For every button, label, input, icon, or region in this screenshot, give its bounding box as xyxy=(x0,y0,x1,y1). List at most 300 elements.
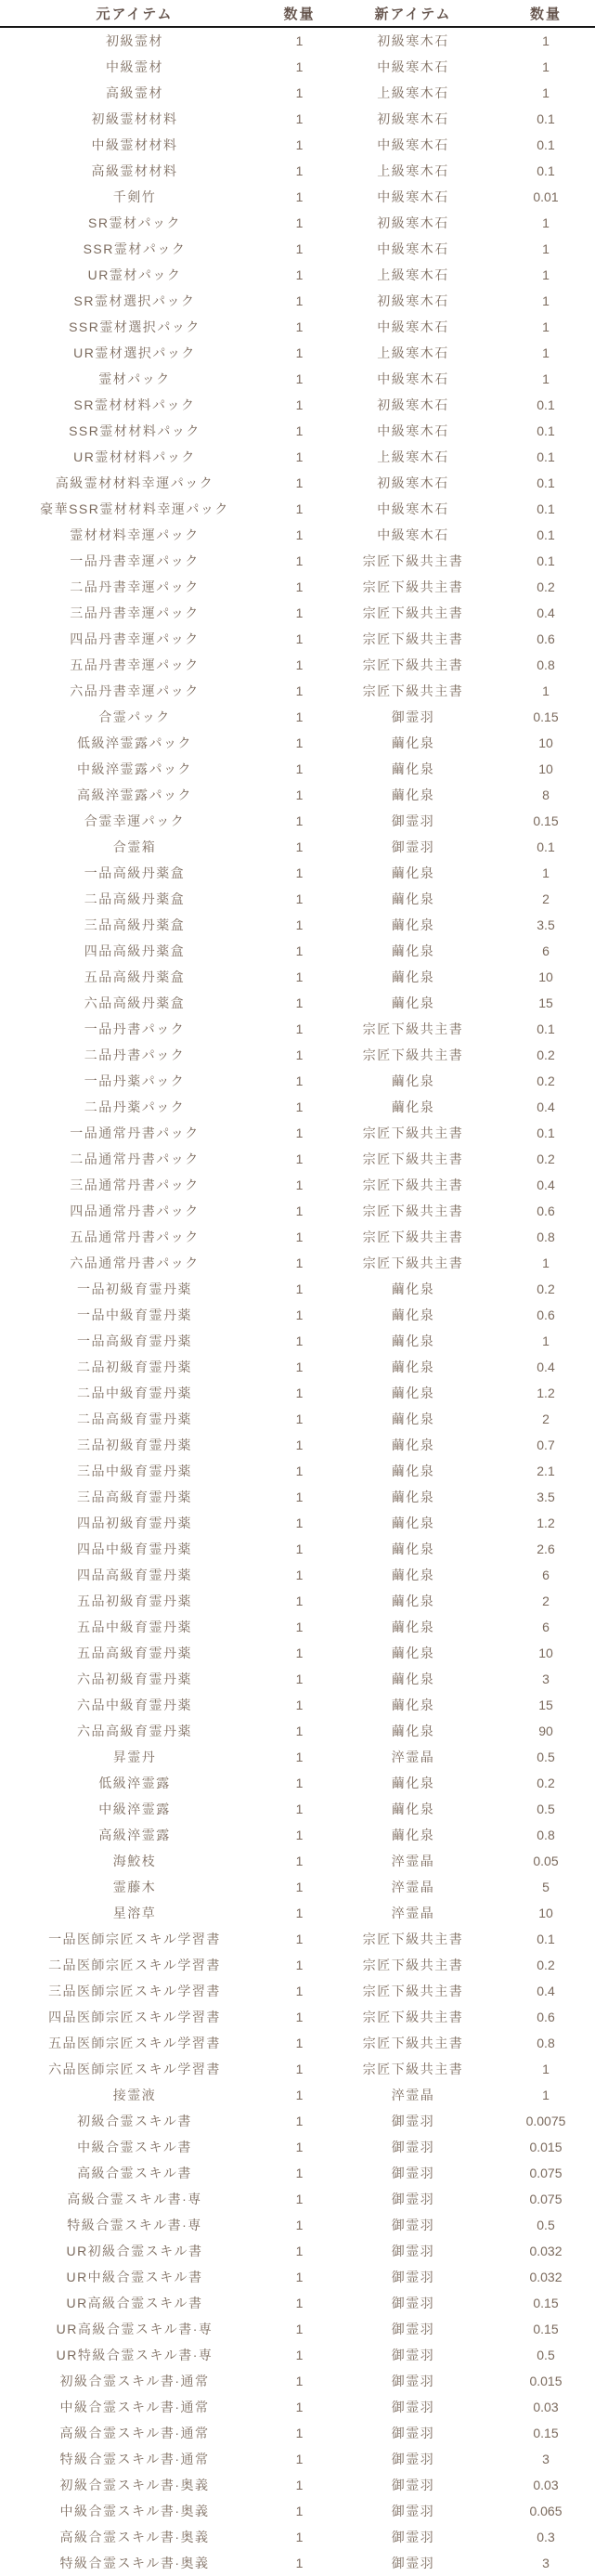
new-qty-cell: 0.1 xyxy=(537,163,555,178)
table-row xyxy=(0,2082,595,2108)
source-qty-cell: 1 xyxy=(295,2166,304,2180)
new-qty-cell: 0.1 xyxy=(537,397,555,412)
source-item-cell: 初級合霊スキル書·奥義 xyxy=(59,2478,210,2492)
source-qty-cell: 1 xyxy=(295,475,304,490)
source-item-cell: 霊材材料幸運パック xyxy=(70,527,200,542)
new-item-cell: 繭化泉 xyxy=(391,1516,435,1530)
source-item-cell: 中級淬霊露 xyxy=(98,1802,171,1816)
new-qty-cell: 1 xyxy=(542,2088,550,2102)
new-qty-cell: 1 xyxy=(542,267,550,282)
new-item-cell: 淬霊晶 xyxy=(391,1906,435,1920)
new-item-cell: 御霊羽 xyxy=(391,839,435,854)
new-item-cell: 御霊羽 xyxy=(391,2244,435,2258)
source-qty-cell: 1 xyxy=(295,2218,304,2232)
new-item-cell: 宗匠下級共主書 xyxy=(362,657,464,672)
table-row xyxy=(0,470,595,496)
new-item-cell: 宗匠下級共主書 xyxy=(362,1203,464,1218)
new-item-cell: 上級寒木石 xyxy=(377,163,449,178)
new-item-cell: 繭化泉 xyxy=(391,995,435,1010)
new-item-cell: 御霊羽 xyxy=(391,2400,435,2414)
new-qty-cell: 0.1 xyxy=(537,475,555,490)
table-row xyxy=(0,1094,595,1120)
source-qty-cell: 1 xyxy=(295,865,304,880)
table-row xyxy=(0,1900,595,1926)
column-header-source-item: 元アイテム xyxy=(0,0,269,27)
source-qty-cell: 1 xyxy=(295,449,304,464)
new-qty-cell: 0.032 xyxy=(529,2244,563,2258)
new-item-cell: 繭化泉 xyxy=(391,1672,435,1686)
new-qty-cell: 0.015 xyxy=(529,2374,563,2388)
table-row xyxy=(0,574,595,600)
source-qty-cell: 1 xyxy=(295,2478,304,2492)
source-item-cell: 一品丹書幸運パック xyxy=(70,553,200,568)
new-item-cell: 繭化泉 xyxy=(391,1724,435,1738)
new-item-cell: 繭化泉 xyxy=(391,1412,435,1426)
new-item-cell: 御霊羽 xyxy=(391,2322,435,2336)
source-item-cell: 二品通常丹書パック xyxy=(70,1151,200,1166)
new-item-cell: 初級寒木石 xyxy=(377,215,449,230)
source-item-cell: 中級合霊スキル書 xyxy=(77,2140,192,2154)
table-row xyxy=(0,418,595,444)
source-item-cell: 星溶草 xyxy=(112,1906,157,1920)
source-qty-cell: 1 xyxy=(295,1021,304,1036)
new-qty-cell: 1 xyxy=(542,865,550,880)
table-row xyxy=(0,1588,595,1614)
table-row xyxy=(0,54,595,80)
table-row xyxy=(0,1302,595,1328)
table-row xyxy=(0,834,595,860)
source-qty-cell: 1 xyxy=(295,371,304,386)
table-row xyxy=(0,366,595,392)
new-item-cell: 御霊羽 xyxy=(391,2114,435,2128)
table-row xyxy=(0,1198,595,1224)
source-item-cell: SSR霊材材料パック xyxy=(69,423,200,438)
new-qty-cell: 0.15 xyxy=(533,2322,559,2336)
table-row xyxy=(0,132,595,158)
source-qty-cell: 1 xyxy=(295,1750,304,1764)
table-row xyxy=(0,1172,595,1198)
table-row xyxy=(0,1978,595,2004)
source-item-cell: 高級霊材材料 xyxy=(91,163,178,178)
new-qty-cell: 0.5 xyxy=(537,2218,555,2232)
source-qty-cell: 1 xyxy=(295,397,304,412)
source-qty-cell: 1 xyxy=(295,319,304,334)
new-qty-cell: 0.15 xyxy=(533,2296,559,2310)
source-qty-cell: 1 xyxy=(295,683,304,698)
new-item-cell: 御霊羽 xyxy=(391,2426,435,2440)
source-qty-cell: 1 xyxy=(295,2296,304,2310)
new-qty-cell: 0.0075 xyxy=(525,2114,566,2128)
new-qty-cell: 2 xyxy=(542,1594,550,1608)
new-item-cell: 宗匠下級共主書 xyxy=(362,1151,464,1166)
source-item-cell: 中級合霊スキル書·奥義 xyxy=(59,2504,210,2518)
table-row xyxy=(0,2498,595,2524)
new-qty-cell: 1 xyxy=(542,241,550,256)
source-qty-cell: 1 xyxy=(295,501,304,516)
new-item-cell: 中級寒木石 xyxy=(377,319,449,334)
source-qty-cell: 1 xyxy=(295,2348,304,2362)
new-qty-cell: 10 xyxy=(538,735,553,750)
new-item-cell: 淬霊晶 xyxy=(391,2088,435,2102)
source-qty-cell: 1 xyxy=(295,1620,304,1634)
new-item-cell: 上級寒木石 xyxy=(377,345,449,360)
new-qty-cell: 1.2 xyxy=(537,1516,555,1530)
new-item-cell: 中級寒木石 xyxy=(377,501,449,516)
new-item-cell: 繭化泉 xyxy=(391,761,435,776)
new-item-cell: 繭化泉 xyxy=(391,1802,435,1816)
new-item-cell: 宗匠下級共主書 xyxy=(362,1229,464,1244)
table-row xyxy=(0,314,595,340)
source-item-cell: 千剣竹 xyxy=(112,189,157,204)
new-qty-cell: 0.1 xyxy=(537,449,555,464)
source-qty-cell: 1 xyxy=(295,2452,304,2466)
source-item-cell: 五品中級育霊丹薬 xyxy=(77,1620,192,1634)
source-qty-cell: 1 xyxy=(295,1542,304,1556)
source-qty-cell: 1 xyxy=(295,1099,304,1114)
table-row xyxy=(0,1874,595,1900)
new-qty-cell: 0.03 xyxy=(533,2400,559,2414)
table-row xyxy=(0,236,595,262)
new-item-cell: 淬霊晶 xyxy=(391,1880,435,1894)
table-row xyxy=(0,2290,595,2316)
source-qty-cell: 1 xyxy=(295,1724,304,1738)
new-item-cell: 御霊羽 xyxy=(391,2270,435,2284)
source-item-cell: 六品通常丹書パック xyxy=(70,1255,200,1270)
table-row xyxy=(0,2446,595,2472)
source-item-cell: 四品中級育霊丹薬 xyxy=(77,1542,192,1556)
source-item-cell: 五品高級丹薬盒 xyxy=(84,969,186,984)
table-row xyxy=(0,2030,595,2056)
table-body xyxy=(0,27,595,2576)
table-row xyxy=(0,1692,595,1718)
source-item-cell: 三品高級育霊丹薬 xyxy=(77,1490,192,1504)
source-qty-cell: 1 xyxy=(295,1281,304,1296)
table-row xyxy=(0,1562,595,1588)
new-qty-cell: 0.8 xyxy=(537,1229,555,1244)
source-qty-cell: 1 xyxy=(295,631,304,646)
source-qty-cell: 1 xyxy=(295,85,304,100)
source-qty-cell: 1 xyxy=(295,605,304,620)
table-row xyxy=(0,964,595,990)
new-item-cell: 繭化泉 xyxy=(391,1360,435,1374)
source-item-cell: 中級霊材 xyxy=(106,59,163,74)
table-row xyxy=(0,2368,595,2394)
new-qty-cell: 15 xyxy=(538,1698,553,1712)
new-qty-cell: 0.2 xyxy=(537,1776,555,1790)
new-qty-cell: 0.1 xyxy=(537,1021,555,1036)
table-row xyxy=(0,1328,595,1354)
source-item-cell: 特級合霊スキル書·奥義 xyxy=(59,2556,210,2570)
new-item-cell: 宗匠下級共主書 xyxy=(362,1984,464,1998)
source-item-cell: 一品中級育霊丹薬 xyxy=(77,1308,192,1322)
source-qty-cell: 1 xyxy=(295,2400,304,2414)
table-row xyxy=(0,1068,595,1094)
source-qty-cell: 1 xyxy=(295,917,304,932)
new-qty-cell: 0.5 xyxy=(537,1750,555,1764)
source-qty-cell: 1 xyxy=(295,2036,304,2050)
new-item-cell: 御霊羽 xyxy=(391,2348,435,2362)
source-qty-cell: 1 xyxy=(295,1646,304,1660)
table-row xyxy=(0,1614,595,1640)
source-item-cell: 一品丹薬パック xyxy=(84,1073,186,1088)
table-row xyxy=(0,1926,595,1952)
new-item-cell: 宗匠下級共主書 xyxy=(362,579,464,594)
new-qty-cell: 0.075 xyxy=(529,2166,563,2180)
source-qty-cell: 1 xyxy=(295,1386,304,1400)
new-item-cell: 宗匠下級共主書 xyxy=(362,553,464,568)
new-item-cell: 上級寒木石 xyxy=(377,449,449,464)
new-qty-cell: 2.1 xyxy=(537,1464,555,1478)
new-qty-cell: 1 xyxy=(542,371,550,386)
new-qty-cell: 0.4 xyxy=(537,1099,555,1114)
source-item-cell: UR霊材選択パック xyxy=(73,345,196,360)
new-qty-cell: 3 xyxy=(542,2556,550,2570)
new-item-cell: 御霊羽 xyxy=(391,2452,435,2466)
new-item-cell: 御霊羽 xyxy=(391,813,435,828)
new-qty-cell: 0.01 xyxy=(533,189,559,204)
source-item-cell: 低級淬霊露パック xyxy=(77,735,192,750)
source-item-cell: 六品丹書幸運パック xyxy=(70,683,200,698)
source-item-cell: SSR霊材選択パック xyxy=(69,319,200,334)
source-item-cell: SR霊材材料パック xyxy=(73,397,196,412)
source-item-cell: 二品高級育霊丹薬 xyxy=(77,1412,192,1426)
new-item-cell: 繭化泉 xyxy=(391,1281,435,1296)
source-qty-cell: 1 xyxy=(295,1255,304,1270)
table-row xyxy=(0,1146,595,1172)
new-qty-cell: 1 xyxy=(542,2062,550,2076)
new-item-cell: 宗匠下級共主書 xyxy=(362,631,464,646)
table-row xyxy=(0,2264,595,2290)
new-item-cell: 繭化泉 xyxy=(391,1438,435,1452)
new-item-cell: 御霊羽 xyxy=(391,709,435,724)
new-qty-cell: 0.6 xyxy=(537,1308,555,1322)
table-row xyxy=(0,1354,595,1380)
source-item-cell: UR霊材材料パック xyxy=(73,449,196,464)
source-item-cell: 接霊液 xyxy=(112,2088,157,2102)
source-qty-cell: 1 xyxy=(295,267,304,282)
table-row xyxy=(0,1120,595,1146)
source-qty-cell: 1 xyxy=(295,2426,304,2440)
table-row xyxy=(0,600,595,626)
source-item-cell: 低級淬霊露 xyxy=(98,1776,171,1790)
table-row xyxy=(0,1536,595,1562)
table-row xyxy=(0,288,595,314)
new-item-cell: 御霊羽 xyxy=(391,2504,435,2518)
new-qty-cell: 2.6 xyxy=(537,1542,555,1556)
new-qty-cell: 3.5 xyxy=(537,917,555,932)
new-qty-cell: 0.7 xyxy=(537,1438,555,1452)
column-header-new-item: 新アイテム xyxy=(330,0,497,27)
new-item-cell: 繭化泉 xyxy=(391,735,435,750)
source-item-cell: 三品丹書幸運パック xyxy=(70,605,200,620)
new-qty-cell: 0.6 xyxy=(537,631,555,646)
table-row xyxy=(0,1718,595,1744)
source-item-cell: 高級合霊スキル書·奥義 xyxy=(59,2530,210,2544)
new-qty-cell: 0.1 xyxy=(537,1932,555,1946)
new-qty-cell: 0.075 xyxy=(529,2192,563,2206)
source-item-cell: 五品高級育霊丹薬 xyxy=(77,1646,192,1660)
source-qty-cell: 1 xyxy=(295,2010,304,2024)
source-item-cell: 一品高級丹薬盒 xyxy=(84,865,186,880)
table-row xyxy=(0,2186,595,2212)
source-qty-cell: 1 xyxy=(295,527,304,542)
source-item-cell: 六品高級丹薬盒 xyxy=(84,995,186,1010)
source-qty-cell: 1 xyxy=(295,1073,304,1088)
source-qty-cell: 1 xyxy=(295,943,304,958)
source-item-cell: 特級合霊スキル書·専 xyxy=(67,2218,202,2232)
source-qty-cell: 1 xyxy=(295,1203,304,1218)
new-qty-cell: 3 xyxy=(542,2452,550,2466)
new-item-cell: 中級寒木石 xyxy=(377,371,449,386)
source-qty-cell: 1 xyxy=(295,969,304,984)
table-row xyxy=(0,678,595,704)
source-qty-cell: 1 xyxy=(295,891,304,906)
source-qty-cell: 1 xyxy=(295,215,304,230)
table-row xyxy=(0,2212,595,2238)
source-qty-cell: 1 xyxy=(295,1594,304,1608)
table-row xyxy=(0,80,595,106)
new-item-cell: 繭化泉 xyxy=(391,1464,435,1478)
new-qty-cell: 0.8 xyxy=(537,2036,555,2050)
table-row xyxy=(0,912,595,938)
source-qty-cell: 1 xyxy=(295,1047,304,1062)
source-qty-cell: 1 xyxy=(295,2374,304,2388)
new-item-cell: 上級寒木石 xyxy=(377,85,449,100)
source-item-cell: 中級淬霊露パック xyxy=(77,761,192,776)
table-row xyxy=(0,2134,595,2160)
source-item-cell: 五品丹書幸運パック xyxy=(70,657,200,672)
new-item-cell: 淬霊晶 xyxy=(391,1854,435,1868)
table-header xyxy=(0,0,595,27)
new-qty-cell: 8 xyxy=(542,787,550,802)
new-qty-cell: 2 xyxy=(542,1412,550,1426)
source-qty-cell: 1 xyxy=(295,1958,304,1972)
table-row xyxy=(0,1432,595,1458)
source-qty-cell: 1 xyxy=(295,2556,304,2570)
new-item-cell: 繭化泉 xyxy=(391,1594,435,1608)
source-qty-cell: 1 xyxy=(295,1672,304,1686)
source-qty-cell: 1 xyxy=(295,189,304,204)
new-qty-cell: 0.5 xyxy=(537,1802,555,1816)
source-qty-cell: 1 xyxy=(295,1932,304,1946)
source-qty-cell: 1 xyxy=(295,1984,304,1998)
source-item-cell: 一品初級育霊丹薬 xyxy=(77,1281,192,1296)
table-row xyxy=(0,704,595,730)
source-qty-cell: 1 xyxy=(295,1698,304,1712)
new-qty-cell: 1 xyxy=(542,1255,550,1270)
new-qty-cell: 10 xyxy=(538,1646,553,1660)
source-item-cell: UR特級合霊スキル書·専 xyxy=(56,2348,213,2362)
new-item-cell: 中級寒木石 xyxy=(377,189,449,204)
source-item-cell: 六品医師宗匠スキル学習書 xyxy=(48,2062,221,2076)
source-item-cell: 高級合霊スキル書·通常 xyxy=(59,2426,210,2440)
new-qty-cell: 0.032 xyxy=(529,2270,563,2284)
source-item-cell: 初級合霊スキル書·通常 xyxy=(59,2374,210,2388)
source-qty-cell: 1 xyxy=(295,1360,304,1374)
new-qty-cell: 0.6 xyxy=(537,2010,555,2024)
table-row xyxy=(0,1744,595,1770)
table-row xyxy=(0,496,595,522)
table-row xyxy=(0,1796,595,1822)
new-item-cell: 宗匠下級共主書 xyxy=(362,1021,464,1036)
new-item-cell: 宗匠下級共主書 xyxy=(362,2062,464,2076)
table-row xyxy=(0,2238,595,2264)
new-item-cell: 御霊羽 xyxy=(391,2556,435,2570)
new-qty-cell: 0.05 xyxy=(533,1854,559,1868)
new-qty-cell: 1 xyxy=(542,683,550,698)
new-item-cell: 繭化泉 xyxy=(391,1828,435,1842)
new-item-cell: 繭化泉 xyxy=(391,1099,435,1114)
new-qty-cell: 10 xyxy=(538,969,553,984)
new-item-cell: 初級寒木石 xyxy=(377,397,449,412)
source-item-cell: 六品初級育霊丹薬 xyxy=(77,1672,192,1686)
new-qty-cell: 3.5 xyxy=(537,1490,555,1504)
new-qty-cell: 0.4 xyxy=(537,1360,555,1374)
table-row xyxy=(0,1016,595,1042)
source-qty-cell: 1 xyxy=(295,2140,304,2154)
new-qty-cell: 1 xyxy=(542,33,550,48)
source-qty-cell: 1 xyxy=(295,163,304,178)
source-qty-cell: 1 xyxy=(295,2270,304,2284)
source-qty-cell: 1 xyxy=(295,709,304,724)
table-row xyxy=(0,938,595,964)
new-qty-cell: 2 xyxy=(542,891,550,906)
source-item-cell: 五品医師宗匠スキル学習書 xyxy=(48,2036,221,2050)
table-row xyxy=(0,1952,595,1978)
new-item-cell: 繭化泉 xyxy=(391,1620,435,1634)
new-qty-cell: 0.15 xyxy=(533,2426,559,2440)
source-item-cell: 初級合霊スキル書 xyxy=(77,2114,192,2128)
source-qty-cell: 1 xyxy=(295,1125,304,1140)
table-row xyxy=(0,886,595,912)
new-item-cell: 繭化泉 xyxy=(391,969,435,984)
source-qty-cell: 1 xyxy=(295,1412,304,1426)
new-item-cell: 御霊羽 xyxy=(391,2296,435,2310)
table-row xyxy=(0,782,595,808)
new-item-cell: 繭化泉 xyxy=(391,1073,435,1088)
source-qty-cell: 1 xyxy=(295,293,304,308)
new-qty-cell: 6 xyxy=(542,1620,550,1634)
new-item-cell: 繭化泉 xyxy=(391,1308,435,1322)
new-qty-cell: 0.4 xyxy=(537,1177,555,1192)
new-qty-cell: 1 xyxy=(542,215,550,230)
source-qty-cell: 1 xyxy=(295,1464,304,1478)
source-item-cell: 霊藤木 xyxy=(112,1880,157,1894)
new-qty-cell: 0.1 xyxy=(537,1125,555,1140)
table-row xyxy=(0,1224,595,1250)
source-item-cell: 特級合霊スキル書·通常 xyxy=(59,2452,210,2466)
new-item-cell: 御霊羽 xyxy=(391,2166,435,2180)
new-item-cell: 宗匠下級共主書 xyxy=(362,1177,464,1192)
table-row xyxy=(0,1640,595,1666)
new-qty-cell: 1 xyxy=(542,345,550,360)
source-qty-cell: 1 xyxy=(295,1490,304,1504)
source-qty-cell: 1 xyxy=(295,423,304,438)
new-qty-cell: 6 xyxy=(542,1568,550,1582)
table-row xyxy=(0,1250,595,1276)
column-header-new-qty: 数量 xyxy=(497,0,595,27)
new-qty-cell: 0.03 xyxy=(533,2478,559,2492)
table-row xyxy=(0,990,595,1016)
table-row xyxy=(0,2004,595,2030)
source-item-cell: 五品通常丹書パック xyxy=(70,1229,200,1244)
table-row xyxy=(0,808,595,834)
new-qty-cell: 0.8 xyxy=(537,1828,555,1842)
source-item-cell: SR霊材選択パック xyxy=(73,293,196,308)
table-row xyxy=(0,340,595,366)
new-qty-cell: 1 xyxy=(542,59,550,74)
new-item-cell: 繭化泉 xyxy=(391,1542,435,1556)
